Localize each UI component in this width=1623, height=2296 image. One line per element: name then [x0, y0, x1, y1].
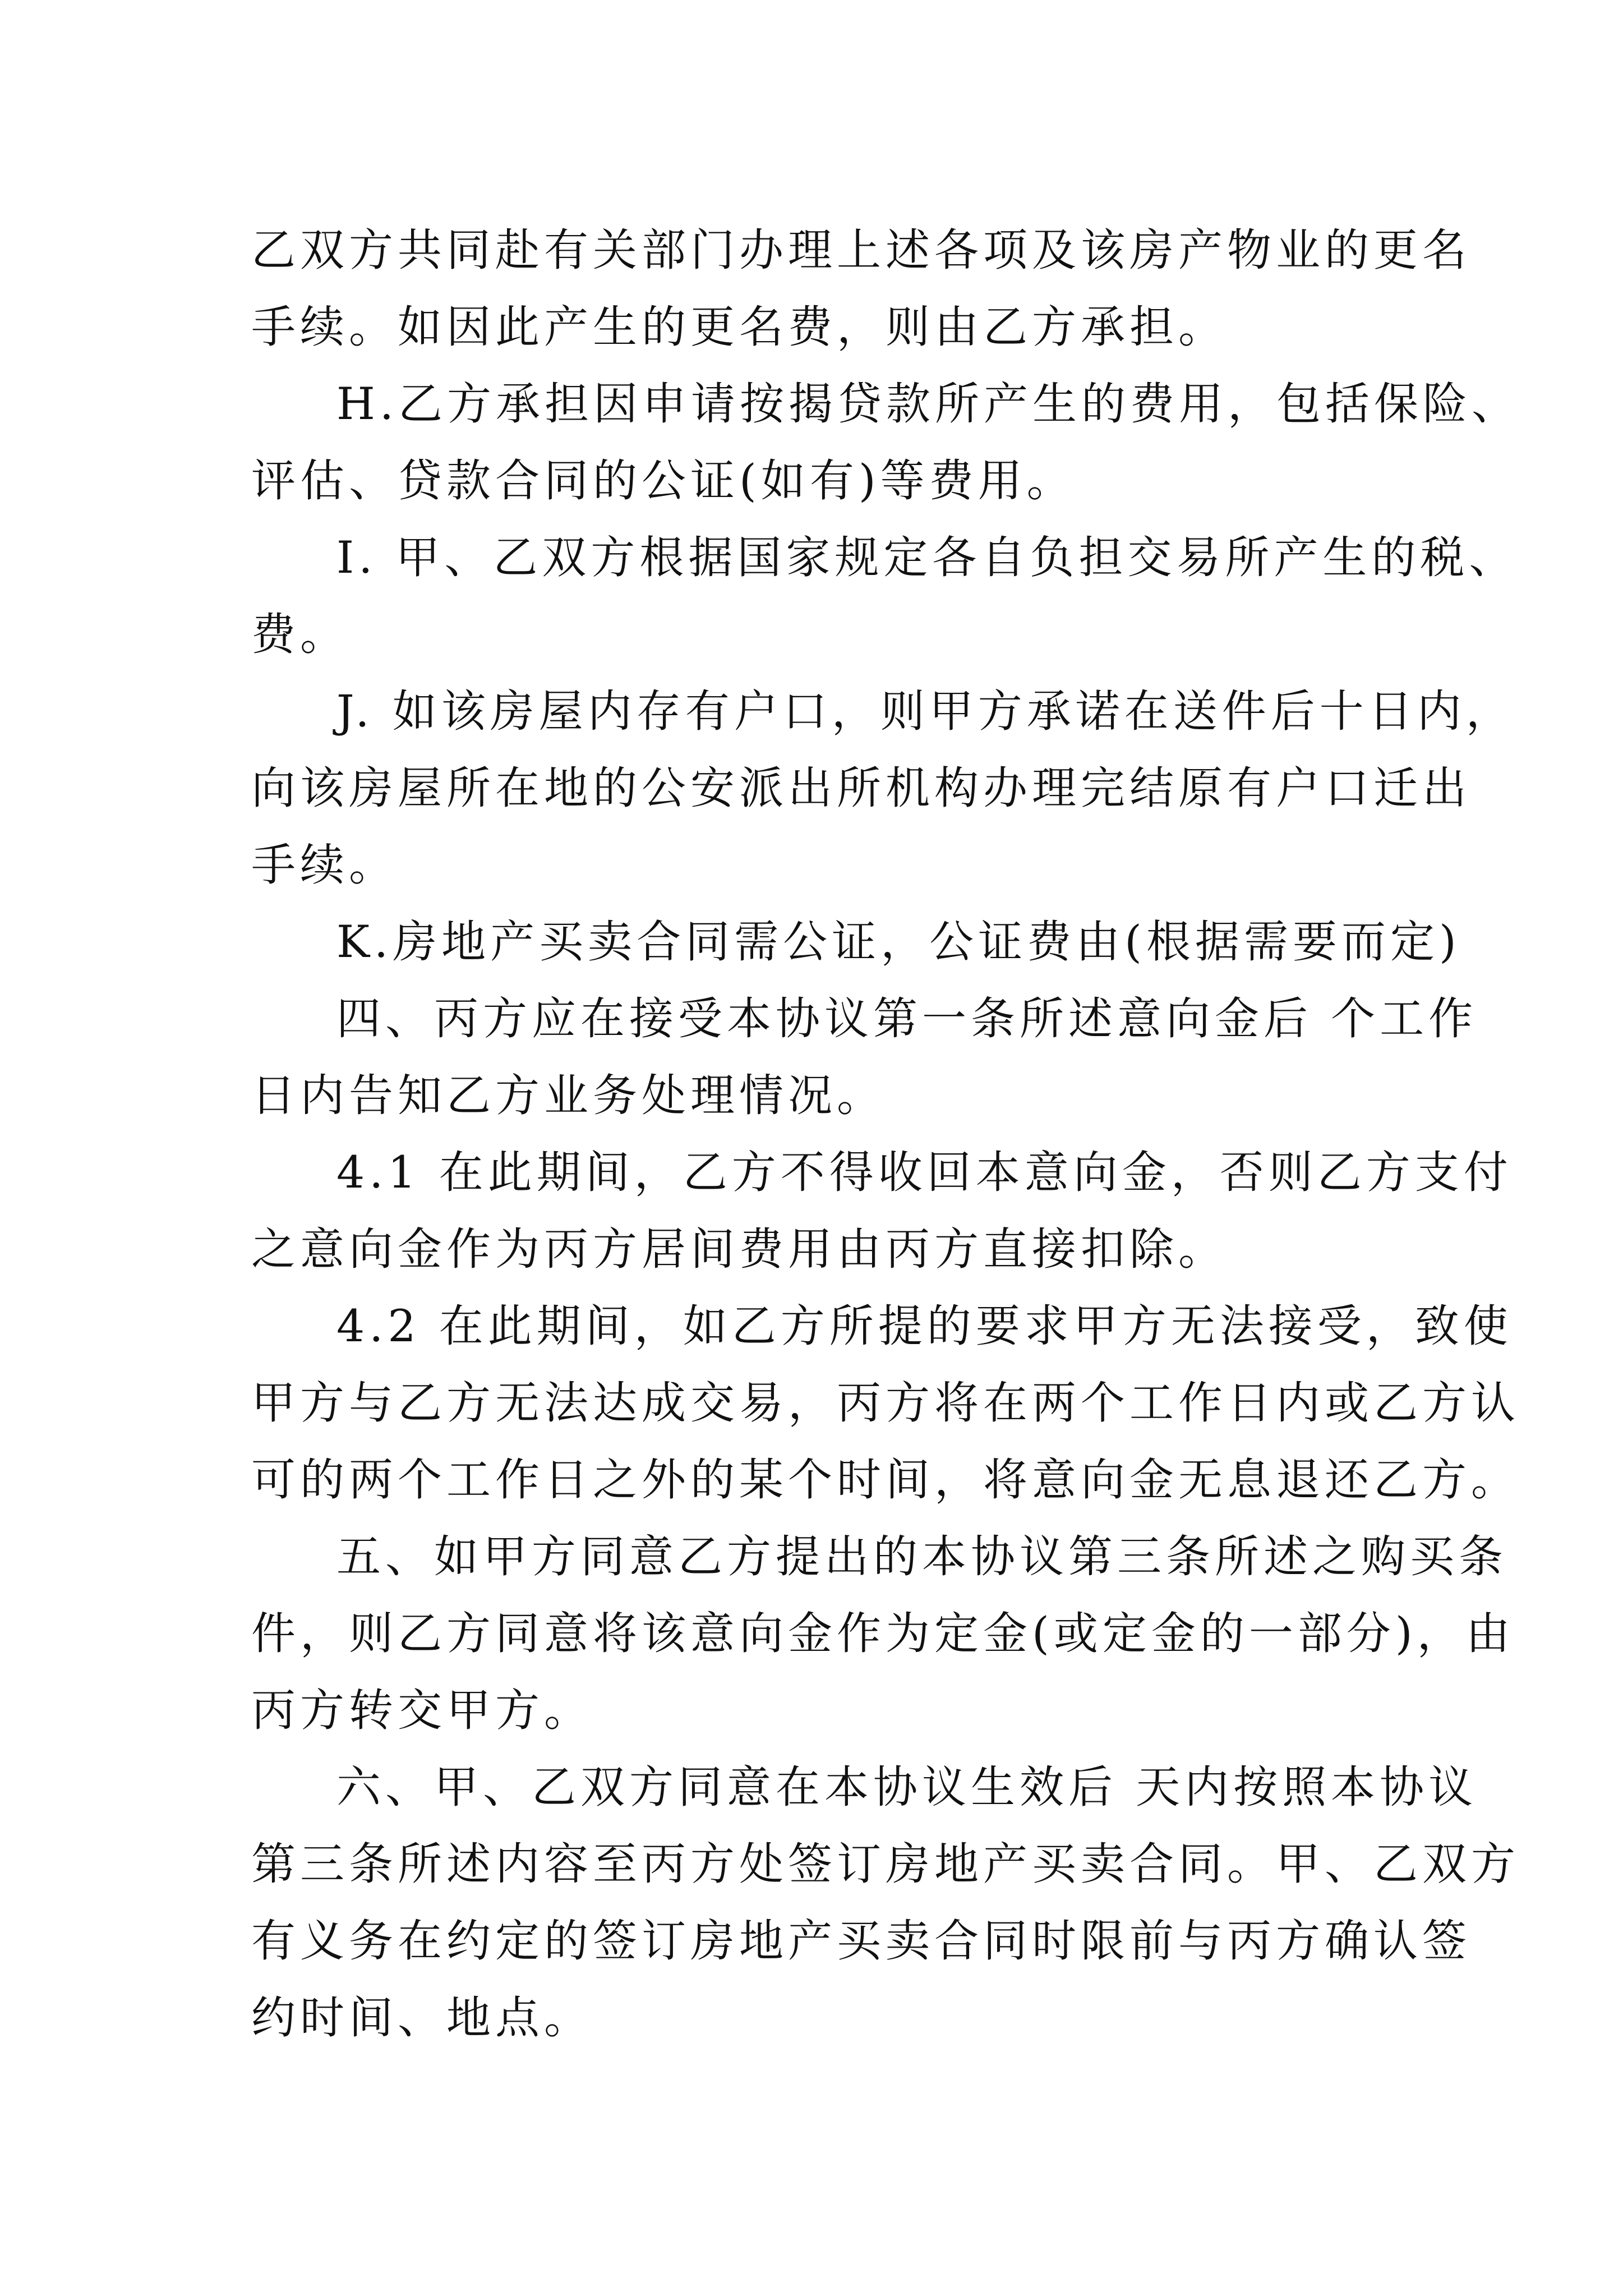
- text-line: 向该房屋所在地的公安派出所机构办理完结原有户口迁出: [251, 762, 1471, 814]
- text-line: 评估、贷款合同的公证(如有)等费用。: [251, 455, 1076, 507]
- text-line: 四、丙方应在接受本协议第一条所述意向金后 个工作: [336, 993, 1478, 1045]
- text-line: 甲方与乙方无法达成交易，丙方将在两个工作日内或乙方认: [251, 1377, 1520, 1429]
- document-body: [251, 212, 1521, 2056]
- text-line: 第三条所述内容至丙方处签订房地产买卖合同。甲、乙双方: [251, 1838, 1520, 1890]
- text-line: 乙双方共同赴有关部门办理上述各项及该房产物业的更名: [251, 224, 1471, 276]
- text-line: 约时间、地点。: [251, 1992, 593, 2044]
- text-line: H.乙方承担因申请按揭贷款所产生的费用，包括保险、: [336, 378, 1521, 430]
- text-line: 4.1 在此期间，乙方不得收回本意向金，否则乙方支付: [336, 1147, 1513, 1198]
- text-line: 有义务在约定的签订房地产买卖合同时限前与丙方确认签: [251, 1915, 1471, 1967]
- text-line: 六、甲、乙双方同意在本协议生效后 天内按照本协议: [336, 1761, 1478, 1813]
- text-line: 日内告知乙方业务处理情况。: [251, 1070, 886, 1121]
- text-line: 件，则乙方同意将该意向金作为定金(或定金的一部分)，由: [251, 1608, 1515, 1659]
- text-line: 费。: [251, 609, 349, 660]
- text-line: I. 甲、乙双方根据国家规定各自负担交易所产生的税、: [336, 532, 1518, 583]
- text-line: 手续。如因此产生的更名费，则由乙方承担。: [251, 301, 1227, 353]
- text-line: 手续。: [251, 839, 398, 891]
- text-line: 之意向金作为丙方居间费用由丙方直接扣除。: [251, 1223, 1227, 1275]
- text-line: 可的两个工作日之外的某个时间，将意向金无息退还乙方。: [251, 1454, 1520, 1506]
- text-line: J. 如该房屋内存有户口，则甲方承诺在送件后十日内，: [336, 685, 1515, 737]
- text-line: 4.2 在此期间，如乙方所提的要求甲方无法接受，致使: [336, 1300, 1513, 1352]
- text-line: K.房地产买卖合同需公证，公证费由(根据需要而定): [336, 916, 1461, 968]
- text-line: 丙方转交甲方。: [251, 1685, 593, 1736]
- text-line: 五、如甲方同意乙方提出的本协议第三条所述之购买条: [336, 1531, 1507, 1582]
